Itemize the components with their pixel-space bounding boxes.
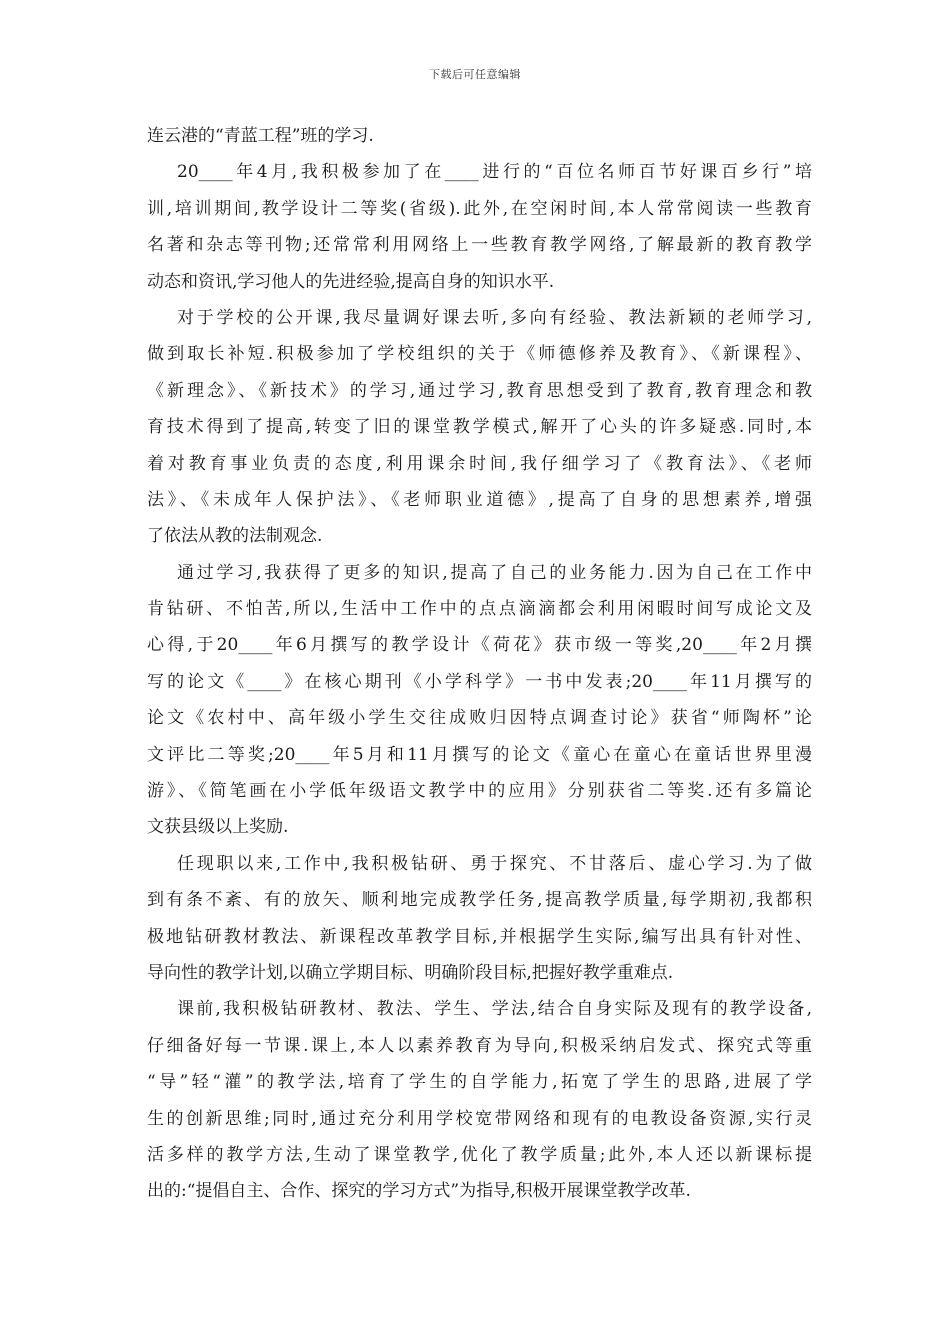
text-line: 训,培训期间,教学设计二等奖(省级).此外,在空闲时间,本人常常阅读一些教育 (147, 198, 812, 219)
text-line: 着对教育事业负责的态度,利用课余时间,我仔细学习了《教育法》、《老师 (147, 453, 812, 474)
text-line: 论文《农村中、高年级小学生交往成败归因特点调查讨论》获省“师陶杯”论 (147, 708, 812, 729)
text-line: 仔细备好每一节课.课上,本人以素养教育为导向,积极采纳启发式、探究式等重 (147, 1035, 812, 1056)
text-line: 写的论文《____》在核心期刊《小学科学》一书中发表;20____年11月撰写的 (147, 671, 812, 692)
text-line: 做到取长补短.积极参加了学校组织的关于《师德修养及教育》、《新课程》、 (147, 344, 812, 365)
paragraph-first-line: 20____年4月,我积极参加了在____进行的“百位名师百节好课百乡行”培 (177, 162, 812, 183)
paragraph-first-line: 课前,我积极钻研教材、教法、学生、学法,结合自身实际及现有的教学设备, (177, 999, 812, 1020)
text-line: 导向性的教学计划,以确立学期目标、明确阶段目标,把握好教学重难点. (147, 962, 674, 983)
text-line: 极地钻研教材教法、新课程改革教学目标,并根据学生实际,编写出具有针对性、 (147, 926, 812, 947)
text-line: 了依法从教的法制观念. (147, 526, 323, 547)
text-line: 到有条不紊、有的放矢、顺利地完成教学任务,提高教学质量,每学期初,我都积 (147, 890, 812, 911)
text-line: 育技术得到了提高,转变了旧的课堂教学模式,解开了心头的许多疑惑.同时,本 (147, 417, 812, 438)
text-line: 生的创新思维;同时,通过充分利用学校宽带网络和现有的电教设备资源,实行灵 (147, 1108, 812, 1129)
text-line: 心得,于20____年6月撰写的教学设计《荷花》获市级一等奖,20____年2月撰 (147, 635, 812, 656)
text-line: 连云港的“青蓝工程”班的学习. (147, 126, 374, 146)
paragraph-first-line: 对于学校的公开课,我尽量调好课去听,多向有经验、教法新颖的老师学习, (177, 307, 812, 328)
text-line: 游》、《简笔画在小学低年级语文教学中的应用》分别获省二等奖.还有多篇论 (147, 781, 812, 802)
text-line: 肯钻研、不怕苦,所以,生活中工作中的点点滴滴都会利用闲暇时间写成论文及 (147, 599, 812, 620)
text-line: 动态和资讯,学习他人的先进经验,提高自身的知识水平. (147, 271, 555, 292)
text-line: 出的:“提倡自主、合作、探究的学习方式”为指导,积极开展课堂教学改革. (147, 1181, 691, 1202)
text-line: 文评比二等奖;20____年5月和11月撰写的论文《童心在童心在童话世界里漫 (147, 744, 812, 765)
text-line: 文获县级以上奖励. (147, 817, 289, 838)
text-line: 名著和杂志等刊物;还常常利用网络上一些教育教学网络,了解最新的教育教学 (147, 235, 812, 256)
text-line: 法》、《未成年人保护法》、《老师职业道德》,提高了自身的思想素养,增强 (147, 489, 812, 510)
paragraph-first-line: 通过学习,我获得了更多的知识,提高了自己的业务能力.因为自己在工作中 (177, 562, 812, 583)
text-line: “导”轻“灌”的教学法,培育了学生的自学能力,拓宽了学生的思路,进展了学 (147, 1072, 812, 1093)
text-line: 《新理念》、《新技术》的学习,通过学习,教育思想受到了教育,教育理念和教 (147, 380, 812, 401)
document-body (147, 118, 812, 1210)
paragraph-first-line: 任现职以来,工作中,我积极钻研、勇于探究、不甘落后、虚心学习.为了做 (177, 853, 812, 874)
page-header: 下载后可任意编辑 (429, 68, 521, 81)
text-line: 活多样的教学方法,生动了课堂教学,优化了教学质量;此外,本人还以新课标提 (147, 1144, 812, 1165)
